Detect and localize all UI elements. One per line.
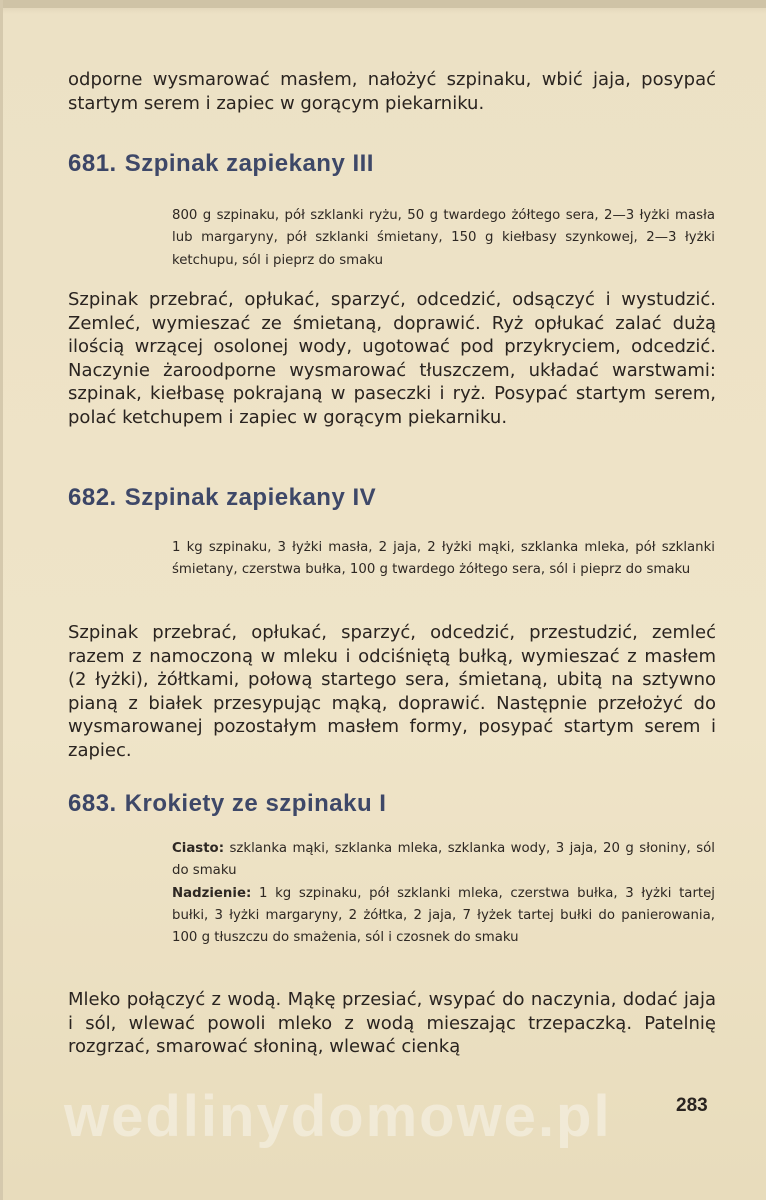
page-top-edge [0,0,766,8]
recipe-681-title: Szpinak zapiekany III [124,150,374,177]
recipe-683-method: Mleko połączyć z wodą. Mąkę przesiać, wsypać do naczynia, dodać jaja i sól, wlewać powoli mleko z wodą mieszając trzepaczką. Patelnię rozgrzać, smarować słoniną, wlewać cienką [68,989,716,1057]
recipe-683-filling-label: Nadzienie: [172,885,252,901]
recipe-681-ingredients: 800 g szpinaku, pół szklanki ryżu, 50 g twardego żółtego sera, 2—3 łyżki masła lub margaryny, pół szklanki śmietany, 150 g kiełbasy szynkowej, 2—3 łyżki ketchupu, sól i pieprz do smaku [172,208,715,268]
recipe-683-ingredients [172,838,715,949]
recipe-682-number: 682. [68,484,117,511]
recipe-681-heading [68,150,374,178]
recipe-683-number: 683. [68,790,117,817]
recipe-683-filling [172,883,715,950]
recipe-683-dough-text: szklanka mąki, szklanka mleka, szklanka wody, 3 jaja, 20 g słoniny, sól do smaku [172,841,715,879]
recipe-682-title: Szpinak zapiekany IV [124,484,377,511]
recipe-682-heading [68,484,376,512]
recipe-682-method: Szpinak przebrać, opłukać, sparzyć, odcedzić, przestudzić, zemleć razem z namoczoną w mleku i odciśniętą bułką, wymieszać z masłem (2 łyżki), żółtkami, połową startego sera, śmietaną, ubitą na sztywno pianą z białek przesypując mąką, doprawić. Następnie przełożyć do wysmarowanej pozostałym masłem formy, posypać startym serem i zapiec. [68,622,716,761]
recipe-681-method: Szpinak przebrać, opłukać, sparzyć, odcedzić, odsączyć i wystudzić. Zemleć, wymieszać ze śmietaną, doprawić. Ryż opłukać zalać dużą ilością wrzącej osolonej wody, ugotować pod przykryciem, odcedzić. Naczynie żaroodporne wysmarować tłuszczem, układać warstwami: szpinak, kiełbasę pokrajaną w paseczki i ryż. Posypać startym serem, polać ketchupem i zapiec w gorącym piekarniku. [68,289,716,428]
intro-paragraph: odporne wysmarować masłem, nałożyć szpinaku, wbić jaja, posypać startym serem i zapiec w gorącym piekarniku. [68,69,716,114]
recipe-681-number: 681. [68,150,117,177]
recipe-683-heading [68,790,386,818]
recipe-683-filling-text: 1 kg szpinaku, pół szklanki mleka, czerstwa bułka, 3 łyżki tartej bułki, 3 łyżki margaryny, 2 żółtka, 2 jaja, 7 łyżek tartej bułki do panierowania, 100 g tłuszczu do smażenia, sól i czosnek do smaku [172,885,716,946]
page-number: 283 [676,1095,708,1116]
recipe-683-dough-label: Ciasto: [172,841,225,856]
watermark: wedlinydomowe.pl [64,1084,612,1149]
recipe-683-title: Krokiety ze szpinaku I [124,790,387,817]
recipe-683-dough [172,838,715,883]
recipe-682-ingredients: 1 kg szpinaku, 3 łyżki masła, 2 jaja, 2 łyżki mąki, szklanka mleka, pół szklanki śmietany, czerstwa bułka, 100 g twardego żółtego sera, sól i pieprz do smaku [172,540,715,578]
page-left-edge [0,0,3,1200]
